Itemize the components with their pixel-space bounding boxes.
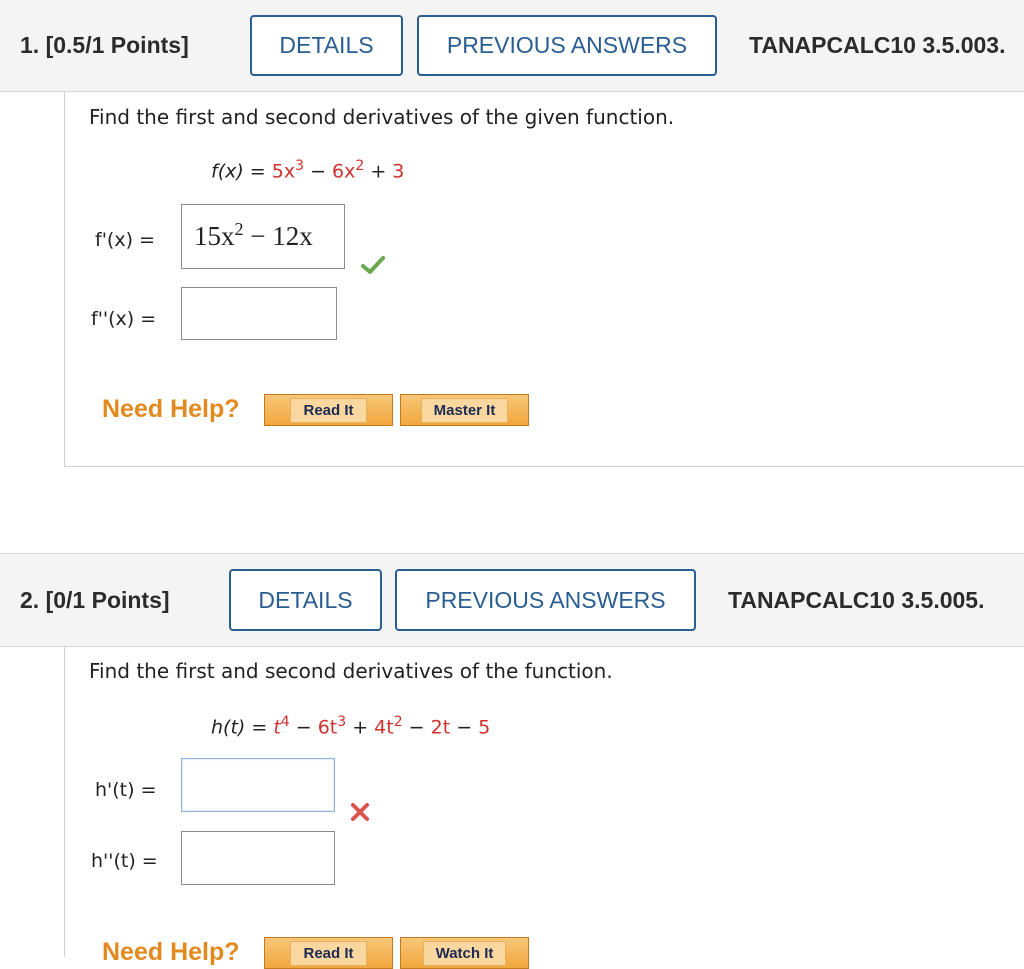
previous-answers-label: PREVIOUS ANSWERS <box>425 586 666 613</box>
previous-answers-button[interactable] <box>395 569 696 631</box>
points-label: [0/1 Points] <box>45 587 170 613</box>
exponent: 3 <box>295 158 305 174</box>
operator: + <box>346 716 375 739</box>
answer-rest: − 12x <box>243 221 313 251</box>
previous-answers-label: PREVIOUS ANSWERS <box>446 32 688 58</box>
details-button-label: DETAILS <box>258 586 353 613</box>
operator: − <box>402 716 431 739</box>
term: t <box>273 716 281 739</box>
first-derivative-value <box>194 219 313 252</box>
question-2-header <box>0 553 1024 647</box>
second-derivative-label: f''(x) = <box>91 308 157 330</box>
question-1-body <box>64 92 1024 467</box>
first-derivative-label: h'(t) = <box>95 779 157 801</box>
watch-it-label: Watch It <box>423 941 507 966</box>
exponent: 4 <box>280 714 290 730</box>
function-name: h(t) = <box>211 716 274 739</box>
details-button-label: DETAILS <box>279 32 374 58</box>
question-number: 1. <box>20 32 40 58</box>
details-button[interactable] <box>229 569 382 631</box>
first-derivative-label: f'(x) = <box>95 229 155 251</box>
need-help-label: Need Help? <box>102 395 240 423</box>
function-expression <box>211 714 490 738</box>
points-label: [0.5/1 Points] <box>45 32 189 58</box>
function-expression <box>211 158 404 182</box>
question-2-points <box>20 587 170 614</box>
question-1-points <box>20 32 189 59</box>
term: 6t <box>317 716 338 739</box>
details-button[interactable] <box>250 15 403 76</box>
first-derivative-input[interactable] <box>181 204 345 269</box>
question-2-body <box>64 646 1024 966</box>
term: 2t <box>430 716 451 739</box>
read-it-label: Read It <box>290 941 366 966</box>
previous-answers-button[interactable] <box>417 15 717 76</box>
question-prompt: Find the first and second derivatives of the given function. <box>89 105 675 129</box>
question-number: 2. <box>20 587 40 613</box>
operator: + <box>364 160 393 183</box>
term: 6x <box>332 160 356 183</box>
term: 3 <box>392 160 405 183</box>
exponent: 2 <box>393 714 403 730</box>
question-code: TANAPCALC10 3.5.003. <box>749 32 1006 58</box>
function-name: f(x) = <box>211 160 272 183</box>
question-prompt: Find the first and second derivatives of the function. <box>89 659 613 683</box>
question-code: TANAPCALC10 3.5.005. <box>728 587 985 613</box>
term: 4t <box>374 716 394 739</box>
exponent: 2 <box>355 158 365 174</box>
term: 5x <box>271 160 296 183</box>
read-it-label: Read It <box>290 398 366 423</box>
second-derivative-input[interactable] <box>181 287 337 340</box>
master-it-button[interactable] <box>400 394 529 426</box>
answer-base: 15x <box>194 221 235 251</box>
operator: − <box>289 716 318 739</box>
cross-icon <box>349 801 371 823</box>
first-derivative-input[interactable] <box>181 758 335 812</box>
operator: − <box>304 160 333 183</box>
operator: − <box>450 716 479 739</box>
need-help-label: Need Help? <box>102 938 240 966</box>
master-it-label: Master It <box>421 398 509 423</box>
answer-exponent: 2 <box>234 219 244 239</box>
question-1-header <box>0 0 1024 92</box>
term: 5 <box>478 716 491 739</box>
read-it-button[interactable] <box>264 394 393 426</box>
watch-it-button[interactable] <box>400 937 529 969</box>
second-derivative-input[interactable] <box>181 831 335 885</box>
read-it-button[interactable] <box>264 937 393 969</box>
exponent: 3 <box>337 714 347 730</box>
check-icon <box>361 255 385 275</box>
second-derivative-label: h''(t) = <box>91 850 158 872</box>
